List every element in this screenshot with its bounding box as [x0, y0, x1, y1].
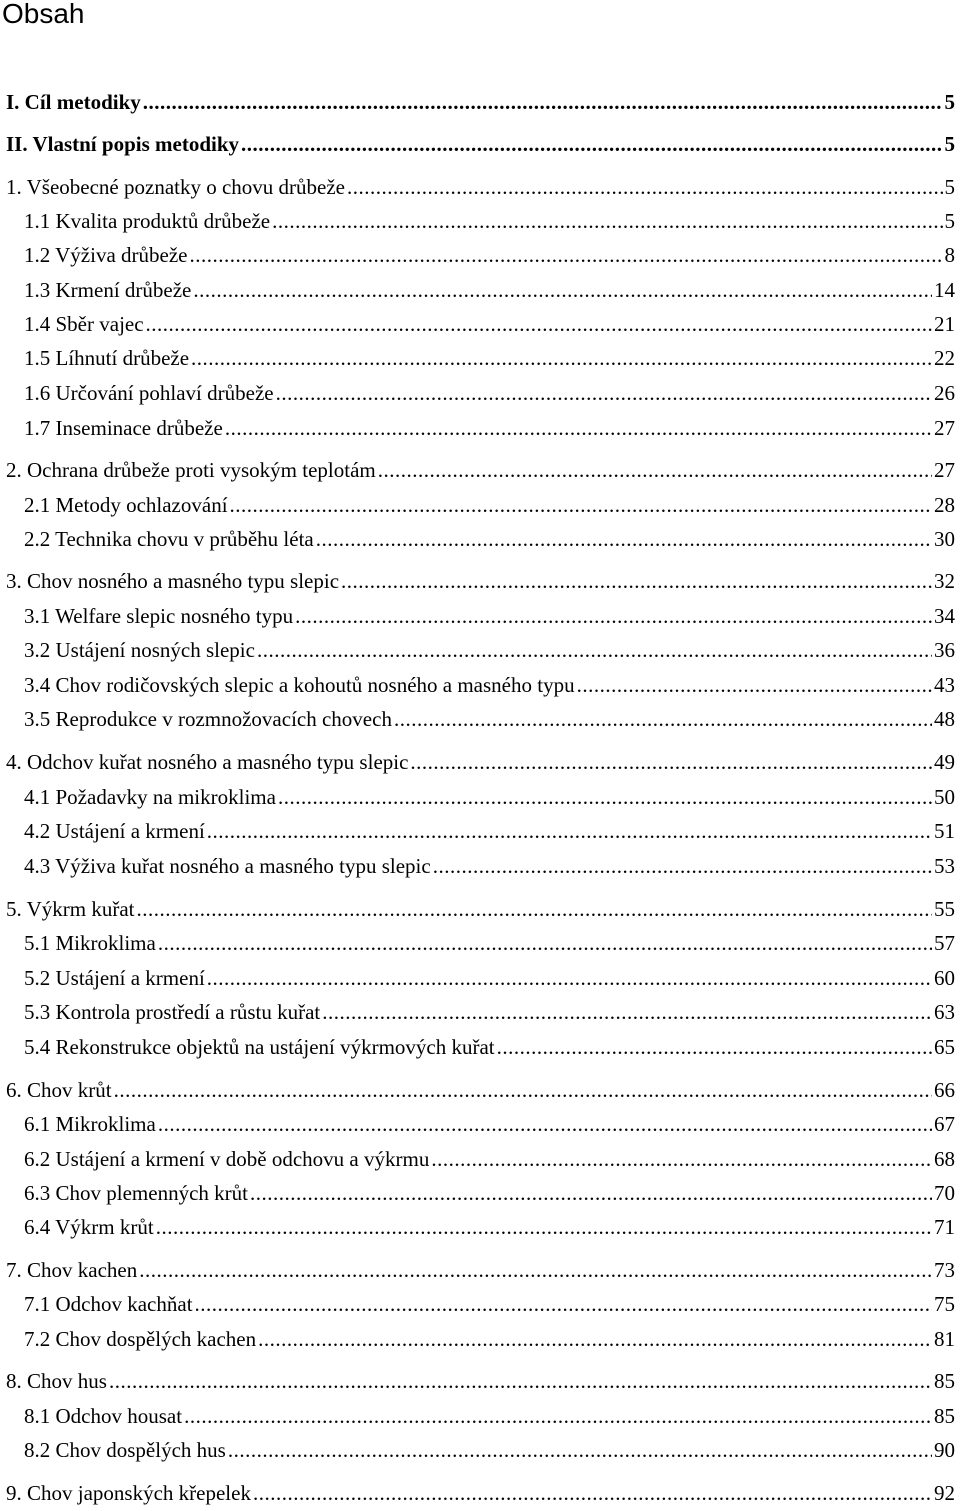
- toc-dot-leader: [278, 784, 932, 810]
- toc-entry[interactable]: [24, 930, 955, 956]
- toc-dot-leader: [193, 277, 932, 303]
- toc-entry-label: 1.2 Výživa drůbeže: [24, 243, 188, 267]
- toc-dot-leader: [241, 131, 942, 157]
- toc-dot-leader: [225, 415, 932, 441]
- toc-entry[interactable]: [24, 1180, 955, 1206]
- toc-entry[interactable]: [6, 89, 955, 115]
- toc-entry[interactable]: [6, 1257, 955, 1283]
- toc-entry-page-number: 49: [934, 750, 955, 774]
- toc-entry-label: 6.2 Ustájení a krmení v době odchovu a výkrmu: [24, 1147, 430, 1171]
- toc-entry[interactable]: [6, 1077, 955, 1103]
- toc-entry[interactable]: [24, 311, 955, 337]
- toc-entry-label: 5.1 Mikroklima: [24, 931, 156, 955]
- toc-entry-label: 4.2 Ustájení a krmení: [24, 819, 205, 843]
- toc-entry-label: 3.1 Welfare slepic nosného typu: [24, 604, 294, 628]
- toc-dot-leader: [276, 380, 932, 406]
- toc-dot-leader: [347, 174, 943, 200]
- toc-dot-leader: [316, 526, 932, 552]
- toc-entry-label: 4. Odchov kuřat nosného a masného typu slepic: [6, 750, 409, 774]
- toc-entry-label: 2.1 Metody ochlazování: [24, 493, 228, 517]
- toc-entry-page-number: 21: [934, 312, 955, 336]
- toc-entry-label: 4.1 Požadavky na mikroklima: [24, 785, 276, 809]
- toc-entry[interactable]: [24, 208, 955, 234]
- toc-dot-leader: [195, 1291, 932, 1317]
- toc-entry[interactable]: [24, 784, 955, 810]
- toc-entry-page-number: 5: [944, 132, 955, 156]
- toc-dot-leader: [341, 568, 932, 594]
- toc-entry-page-number: 90: [934, 1438, 955, 1462]
- toc-entry-label: 3. Chov nosného a masného typu slepic: [6, 569, 340, 593]
- toc-entry-page-number: 48: [934, 707, 955, 731]
- toc-entry[interactable]: [24, 637, 955, 663]
- toc-entry[interactable]: [24, 999, 955, 1025]
- toc-entry[interactable]: [24, 818, 955, 844]
- toc-dot-leader: [322, 999, 932, 1025]
- toc-entry[interactable]: [24, 526, 955, 552]
- toc-entry-label: 8.2 Chov dospělých hus: [24, 1438, 226, 1462]
- toc-entry-page-number: 85: [934, 1369, 955, 1393]
- toc-dot-leader: [207, 965, 932, 991]
- toc-entry-label: 6. Chov krůt: [6, 1078, 112, 1102]
- toc-dot-leader: [139, 1257, 932, 1283]
- toc-entry[interactable]: [24, 1437, 955, 1463]
- toc-entry[interactable]: [24, 415, 955, 441]
- toc-entry[interactable]: [24, 706, 955, 732]
- toc-dot-leader: [250, 1180, 932, 1206]
- toc-dot-leader: [189, 242, 942, 268]
- toc-dot-leader: [378, 457, 932, 483]
- toc-dot-leader: [158, 1111, 932, 1137]
- toc-entry[interactable]: [24, 1034, 955, 1060]
- toc-entry[interactable]: [6, 1480, 955, 1506]
- page-title: Obsah: [2, 0, 85, 29]
- toc-entry[interactable]: [24, 277, 955, 303]
- toc-entry-label: 3.4 Chov rodičovských slepic a kohoutů nosného a masného typu: [24, 673, 575, 697]
- toc-entry-page-number: 92: [934, 1481, 955, 1505]
- toc-entry-label: 5.3 Kontrola prostředí a růstu kuřat: [24, 1000, 321, 1024]
- toc-entry[interactable]: [6, 568, 955, 594]
- toc-entry-label: 1.5 Líhnutí drůbeže: [24, 346, 190, 370]
- toc-entry-page-number: 27: [934, 416, 955, 440]
- toc-entry-label: 7.2 Chov dospělých kachen: [24, 1327, 257, 1351]
- toc-entry-label: 5.4 Rekonstrukce objektů na ustájení výkrmových kuřat: [24, 1035, 495, 1059]
- toc-entry-label: 2. Ochrana drůbeže proti vysokým teplotám: [6, 458, 376, 482]
- toc-entry-page-number: 27: [934, 458, 955, 482]
- toc-dot-leader: [272, 208, 942, 234]
- toc-entry-label: 8.1 Odchov housat: [24, 1404, 183, 1428]
- toc-entry-page-number: 43: [934, 673, 955, 697]
- toc-entry-page-number: 65: [934, 1035, 955, 1059]
- toc-entry[interactable]: [24, 672, 955, 698]
- toc-entry-page-number: 55: [934, 897, 955, 921]
- toc-entry-label: 7. Chov kachen: [6, 1258, 138, 1282]
- toc-entry-label: 1.6 Určování pohlaví drůbeže: [24, 381, 274, 405]
- toc-dot-leader: [257, 637, 932, 663]
- toc-entry-page-number: 30: [934, 527, 955, 551]
- toc-entry-page-number: 75: [934, 1292, 955, 1316]
- toc-entry-page-number: 32: [934, 569, 955, 593]
- toc-dot-leader: [207, 818, 932, 844]
- toc-entry-page-number: 36: [934, 638, 955, 662]
- toc-entry-page-number: 34: [934, 604, 955, 628]
- toc-entry-label: 8. Chov hus: [6, 1369, 107, 1393]
- toc-entry[interactable]: [6, 131, 955, 157]
- toc-entry-page-number: 68: [934, 1147, 955, 1171]
- toc-entry-page-number: 5: [944, 90, 955, 114]
- toc-entry-label: 4.3 Výživa kuřat nosného a masného typu slepic: [24, 854, 431, 878]
- toc-dot-leader: [410, 749, 932, 775]
- toc-entry-label: 1.1 Kvalita produktů drůbeže: [24, 209, 271, 233]
- toc-entry-label: 5. Výkrm kuřat: [6, 897, 135, 921]
- toc-entry[interactable]: [6, 457, 955, 483]
- toc-entry[interactable]: [24, 1291, 955, 1317]
- toc-entry-page-number: 50: [934, 785, 955, 809]
- toc-entry[interactable]: [24, 380, 955, 406]
- toc-dot-leader: [156, 1214, 932, 1240]
- toc-entry[interactable]: [24, 242, 955, 268]
- toc-entry[interactable]: [6, 749, 955, 775]
- toc-entry-page-number: 67: [934, 1112, 955, 1136]
- toc-entry-page-number: 22: [934, 346, 955, 370]
- toc-entry[interactable]: [24, 1403, 955, 1429]
- toc-entry[interactable]: [6, 174, 955, 200]
- toc-dot-leader: [433, 853, 932, 879]
- toc-dot-leader: [137, 896, 932, 922]
- toc-entry-page-number: 5: [944, 209, 955, 233]
- toc-entry-label: II. Vlastní popis metodiky: [6, 132, 240, 156]
- toc-entry-label: 3.2 Ustájení nosných slepic: [24, 638, 255, 662]
- toc-entry[interactable]: [24, 853, 955, 879]
- toc-entry[interactable]: [24, 1326, 955, 1352]
- toc-entry-page-number: 51: [934, 819, 955, 843]
- toc-dot-leader: [109, 1368, 932, 1394]
- toc-dot-leader: [431, 1146, 932, 1172]
- toc-dot-leader: [158, 930, 932, 956]
- toc-entry-page-number: 53: [934, 854, 955, 878]
- toc-entry-label: 1.7 Inseminace drůbeže: [24, 416, 223, 440]
- toc-dot-leader: [253, 1480, 932, 1506]
- toc-entry-label: 6.1 Mikroklima: [24, 1112, 156, 1136]
- toc-entry-page-number: 8: [944, 243, 955, 267]
- toc-entry[interactable]: [24, 965, 955, 991]
- toc-entry[interactable]: [6, 1368, 955, 1394]
- toc-entry-page-number: 66: [934, 1078, 955, 1102]
- toc-entry[interactable]: [24, 1146, 955, 1172]
- toc-entry[interactable]: [24, 345, 955, 371]
- toc-entry-page-number: 73: [934, 1258, 955, 1282]
- toc-entry-page-number: 60: [934, 966, 955, 990]
- toc-dot-leader: [228, 1437, 932, 1463]
- toc-entry[interactable]: [24, 603, 955, 629]
- toc-dot-leader: [146, 311, 932, 337]
- toc-dot-leader: [143, 89, 943, 115]
- toc-dot-leader: [295, 603, 932, 629]
- toc-entry[interactable]: [24, 492, 955, 518]
- toc-entry-label: 2.2 Technika chovu v průběhu léta: [24, 527, 314, 551]
- toc-entry-label: 6.4 Výkrm krůt: [24, 1215, 154, 1239]
- toc-entry-page-number: 70: [934, 1181, 955, 1205]
- toc-dot-leader: [577, 672, 932, 698]
- toc-entry[interactable]: [24, 1214, 955, 1240]
- toc-entry-page-number: 71: [934, 1215, 955, 1239]
- toc-entry-label: 5.2 Ustájení a krmení: [24, 966, 205, 990]
- toc-entry-page-number: 63: [934, 1000, 955, 1024]
- toc-entry-label: 1. Všeobecné poznatky o chovu drůbeže: [6, 175, 345, 199]
- toc-entry-label: 3.5 Reprodukce v rozmnožovacích chovech: [24, 707, 392, 731]
- toc-dot-leader: [114, 1077, 932, 1103]
- toc-dot-leader: [497, 1034, 932, 1060]
- toc-entry-label: 7.1 Odchov kachňat: [24, 1292, 193, 1316]
- toc-dot-leader: [230, 492, 932, 518]
- toc-entry-page-number: 5: [944, 175, 955, 199]
- toc-dot-leader: [191, 345, 932, 371]
- toc-dot-leader: [394, 706, 932, 732]
- toc-dot-leader: [258, 1326, 932, 1352]
- toc-dot-leader: [184, 1403, 932, 1429]
- toc-entry-page-number: 85: [934, 1404, 955, 1428]
- toc-entry-page-number: 14: [934, 278, 955, 302]
- toc-entry[interactable]: [6, 896, 955, 922]
- toc-entry-label: 1.3 Krmení drůbeže: [24, 278, 192, 302]
- toc-entry-label: 1.4 Sběr vajec: [24, 312, 144, 336]
- toc-entry-label: 6.3 Chov plemenných krůt: [24, 1181, 248, 1205]
- toc-entry-page-number: 81: [934, 1327, 955, 1351]
- toc-entry[interactable]: [24, 1111, 955, 1137]
- toc-entry-label: I. Cíl metodiky: [6, 90, 141, 114]
- toc-entry-page-number: 28: [934, 493, 955, 517]
- toc-entry-page-number: 57: [934, 931, 955, 955]
- toc-entry-label: 9. Chov japonských křepelek: [6, 1481, 251, 1505]
- toc-entry-page-number: 26: [934, 381, 955, 405]
